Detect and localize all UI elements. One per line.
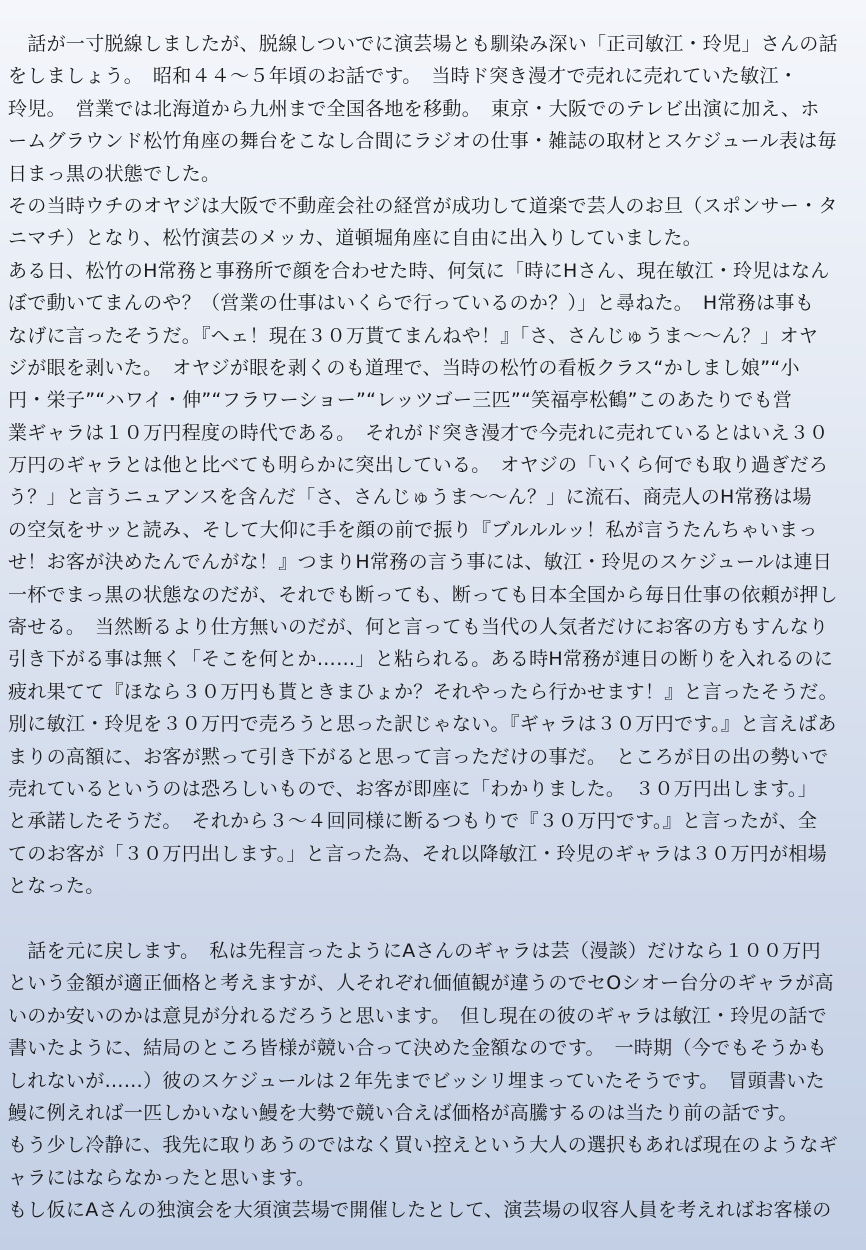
text-line: 一杯でまっ黒の状態なのだが、それでも断っても、断っても日本全国から毎日仕事の依頼が押し (8, 583, 838, 606)
paragraph-osu-engeijo (8, 1194, 866, 1226)
paragraph-h-director-story (8, 255, 866, 903)
text-line: と承諾したそうだ。 それから３～４回同様に断るつもりで『３０万円です。』と言ったが、全 (8, 810, 818, 833)
text-line: となった。 (8, 875, 105, 898)
text-line: 書いたように、結局のところ皆様が競い合って決めた金額なのです。 一時期（今でもそうかも (8, 1037, 827, 1060)
text-line: まりの高額に、お客が黙って引き下がると思って言っただけの事だ。 ところが日の出の勢いで (8, 745, 829, 768)
text-line: 鰻に例えれば一匹しかいない鰻を大勢で競い合えば価格が高騰するのは当たり前の話です。 (8, 1101, 798, 1124)
text-line: 日まっ黒の状態でした。 (8, 162, 221, 185)
text-line: ームグラウンド松竹角座の舞台をこなし合間にラジオの仕事・雑誌の取材とスケジュール表は毎 (8, 130, 837, 153)
text-line: 万円のギャラとは他と比べても明らかに突出している。 オヤジの「いくら何でも取り過ぎだろ (8, 454, 829, 477)
text-line: 話を元に戻します。 私は先程言ったようにAさんのギャラは芸（漫談）だけなら１００万円 (8, 939, 821, 962)
text-line: もう少し冷静に、我先に取りあうのではなく買い控えという大人の選択もあれば現在のようなギ (8, 1134, 838, 1157)
text-line: いのか安いのかは意見が分れるだろうと思います。 但し現在の彼のギャラは敏江・玲児の話で (8, 1004, 827, 1027)
text-line: 別に敏江・玲児を３０万円で売ろうと思った訳じゃない。『ギャラは３０万円です。』と言えばあ (8, 713, 837, 736)
paragraph-father-sponsor (8, 190, 866, 255)
text-line: の空気をサッと読み、そして大仰に手を顔の前で振り『ブルルルッ！私が言うたんちゃいまっ (8, 518, 818, 541)
text-line: 円・栄子”“ハワイ・伸”“フラワーショー”“レッツゴー三匹”“笑福亭松鶴”このあたりでも営 (8, 389, 793, 412)
text-line: その当時ウチのオヤジは大阪で不動産会社の経営が成功して道楽で芸人のお旦（スポンサー・タ (8, 194, 838, 217)
text-line: 業ギャラは１０万円程度の時代である。 それがド突き漫才で今売れに売れているとはいえ３０ (8, 421, 829, 444)
text-line: しれないが……）彼のスケジュールは２年先までビッシリ埋まっていたそうです。 冒頭書いた (8, 1069, 825, 1092)
text-line: 引き下がる事は無く「そこを何とか……」と粘られる。ある時H常務が連日の断りを入れるのに (8, 648, 834, 671)
text-line: もし仮にAさんの独演会を大須演芸場で開催したとして、演芸場の収容人員を考えればお客様の (8, 1199, 832, 1222)
text-line: ャラにはならなかったと思います。 (8, 1166, 316, 1189)
text-line: なげに言ったそうだ。『へェ！現在３０万貰てまんねや！』「さ、さんじゅうま～～ん？」オヤ (8, 324, 819, 347)
text-line: 寄せる。 当然断るより仕方無いのだが、何と言っても当代の人気者だけにお客の方もすんなり (8, 616, 829, 639)
text-line: ぼで動いてまんのや？（営業の仕事はいくらで行っているのか？）」と尋ねた。 H常務は事も (8, 292, 814, 315)
text-line: ジが眼を剥いた。 オヤジが眼を剥くのも道理で、当時の松竹の看板クラス“かしまし娘”“小 (8, 356, 800, 379)
text-line: ある日、松竹のH常務と事務所で顔を合わせた時、何気に「時にHさん、現在敏江・玲児はなん (8, 259, 830, 282)
text-line: 話が一寸脱線しましたが、脱線しついでに演芸場とも馴染み深い「正司敏江・玲児」さんの話 (8, 33, 838, 55)
text-line: う？」と言うニュアンスを含んだ「さ、さんじゅうま～～ん？」に流石、商売人のH常務は場 (8, 486, 812, 509)
paragraph-back-to-topic (8, 935, 866, 1129)
paragraph-spacer (8, 903, 866, 935)
paragraph-calm-choice (8, 1129, 866, 1194)
text-line: せ！お客が決めたんでんがな！』つまりH常務の言う事には、敏江・玲児のスケジュールは連日 (8, 551, 833, 574)
text-line: という金額が適正価格と考えますが、人それぞれ価値観が違うのでセOシオー台分のギャラが高 (8, 972, 834, 995)
text-line: 売れているというのは恐ろしいもので、お客が即座に「わかりました。 ３０万円出します。」 (8, 777, 818, 800)
text-line: 玲児。 営業では北海道から九州まで全国各地を移動。 東京・大阪でのテレビ出演に加え、ホ (8, 97, 820, 120)
text-line: 疲れ果てて『ほなら３０万円も貰ときまひょか？それやったら行かせます！』と言ったそうだ。 (8, 680, 838, 703)
text-line: ニマチ）となり、松竹演芸のメッカ、道頓堀角座に自由に出入りしていました。 (8, 227, 703, 250)
text-line: をしましょう。 昭和４４～５年頃のお話です。 当時ド突き漫才で売れに売れていた敏江・ (8, 65, 799, 88)
text-line: てのお客が「３０万円出します。」と言った為、それ以降敏江・玲児のギャラは３０万円が相場 (8, 842, 827, 865)
paragraph-toshie-reiji-intro (8, 28, 866, 190)
